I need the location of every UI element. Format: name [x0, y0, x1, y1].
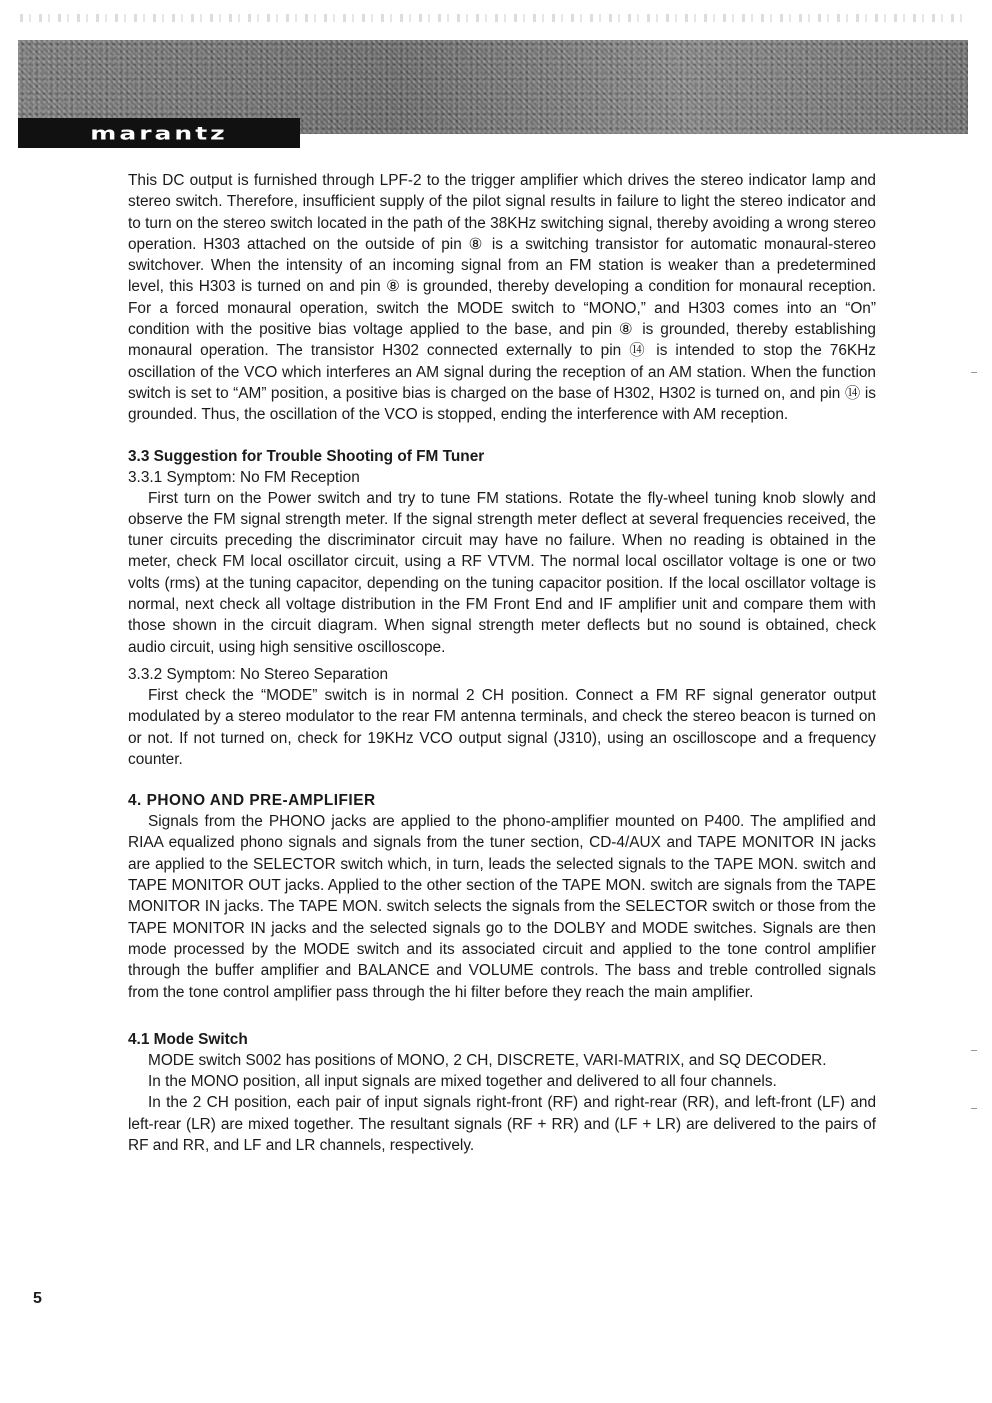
brand-logo [18, 118, 300, 148]
page-content [128, 170, 876, 1156]
section-4-1-para-2: In the MONO position, all input signals are mixed together and delivered to all four channels. [148, 1073, 777, 1091]
section-4-1-heading: 4.1 Mode Switch [128, 1030, 248, 1048]
brand-logo-text: marantz [90, 122, 228, 144]
margin-mark [971, 1050, 977, 1051]
section-4-1-para-3: In the 2 CH position, each pair of input signals right-front (RF) and right-rear (RR), and left-front (LF) and left-rear (LR) are mixed together. The resultant signals (RF + RR) and (LF + LR) are delivered to the pairs of RF and RR, and LF and LR channels, respectively. [128, 1094, 876, 1154]
section-3-3-2-heading: 3.3.2 Symptom: No Stereo Separation [128, 665, 389, 683]
section-4-1-para-1: MODE switch S002 has positions of MONO, 2 CH, DISCRETE, VARI-MATRIX, and SQ DECODER. [148, 1051, 827, 1069]
section-4-heading: 4. PHONO AND PRE-AMPLIFIER [128, 792, 376, 810]
margin-mark [971, 1108, 977, 1109]
scan-speckle [20, 14, 970, 22]
section-4-text: Signals from the PHONO jacks are applied to the phono-amplifier mounted on P400. The amplified and RIAA equalized phono signals and signals from the tuner section, CD-4/AUX and TAPE MONITOR IN jacks are applied to the SELECTOR switch which, in turn, leads the selected signals to the TAPE MON. switch and TAPE MONITOR OUT jacks. Applied to the other section of the TAPE MON. switch are signals from the TAPE MONITOR IN jacks. The TAPE MON. switch selects the signals from the SELECTOR switch or those from the TAPE MONITOR IN jacks and the selected signals go to the DOLBY and MODE switches. Signals are then mode processed by the MODE switch and its associated circuit and applied to the tone control amplifier through the buffer amplifier and BALANCE and VOLUME controls. The bass and treble controlled signals from the tone control amplifier pass through the hi filter before they reach the main amplifier. [128, 813, 876, 1001]
page-number: 5 [33, 1290, 42, 1307]
section-3-3-heading: 3.3 Suggestion for Trouble Shooting of FM Tuner [128, 447, 485, 465]
section-3-3-1-text: First turn on the Power switch and try to tune FM stations. Rotate the fly-wheel tuning knob slowly and observe the FM signal strength meter. If the signal strength meter deflect at several frequencies received, the tuner circuits preceding the discriminator circuit may have no failure. When no reading is obtained in the meter, check FM local oscillator circuit, using a RF VTVM. The normal local oscillator voltage is one or two volts (rms) at the tuning capacitor, depending on the tuning capacitor position. If the local oscillator voltage is normal, next check all voltage distribution in the FM Front End and IF amplifier unit and compare them with those shown in the circuit diagram. When signal strength meter deflects but no sound is obtained, check audio circuit, using high sensitive oscilloscope. [128, 489, 876, 656]
section-3-3-1-heading: 3.3.1 Symptom: No FM Reception [128, 468, 360, 486]
margin-mark [971, 372, 977, 373]
intro-paragraph: This DC output is furnished through LPF-2 to the trigger amplifier which drives the stereo indicator lamp and stereo switch. Therefore, insufficient supply of the pilot signal results in failure to light the stereo indicator and to turn on the stereo switch located in the path of the 38KHz switching signal, thereby avoiding a wrong stereo operation. H303 attached on the outside of pin ⑧ is a switching transistor for automatic monaural-stereo switchover. When the intensity of an incoming signal from an FM station is weaker than a predetermined level, this H303 is turned on and pin ⑧ is grounded, thereby developing a condition for monaural reception. For a forced monaural operation, switch the MODE switch to “MONO,” and H303 comes into an “On” condition with the positive bias voltage applied to the base, and pin ⑧ is grounded, thereby establishing monaural operation. The transistor H302 connected externally to pin ⑭ is intended to stop the 76KHz oscillation of the VCO which interferes an AM signal during the reception of an AM station. When the function switch is set to “AM” position, a positive bias is charged on the base of H302, H302 is turned on, and pin ⑭ is grounded. Thus, the oscillation of the VCO is stopped, ending the interference with AM reception. [128, 172, 876, 424]
section-3-3-2-text: First check the “MODE” switch is in normal 2 CH position. Connect a FM RF signal generator output modulated by a stereo modulator to the rear FM antenna terminals, and check the stereo beacon is turned on or not. If not turned on, check for 19KHz VCO output signal (J310), using an oscilloscope and a frequency counter. [128, 686, 876, 768]
